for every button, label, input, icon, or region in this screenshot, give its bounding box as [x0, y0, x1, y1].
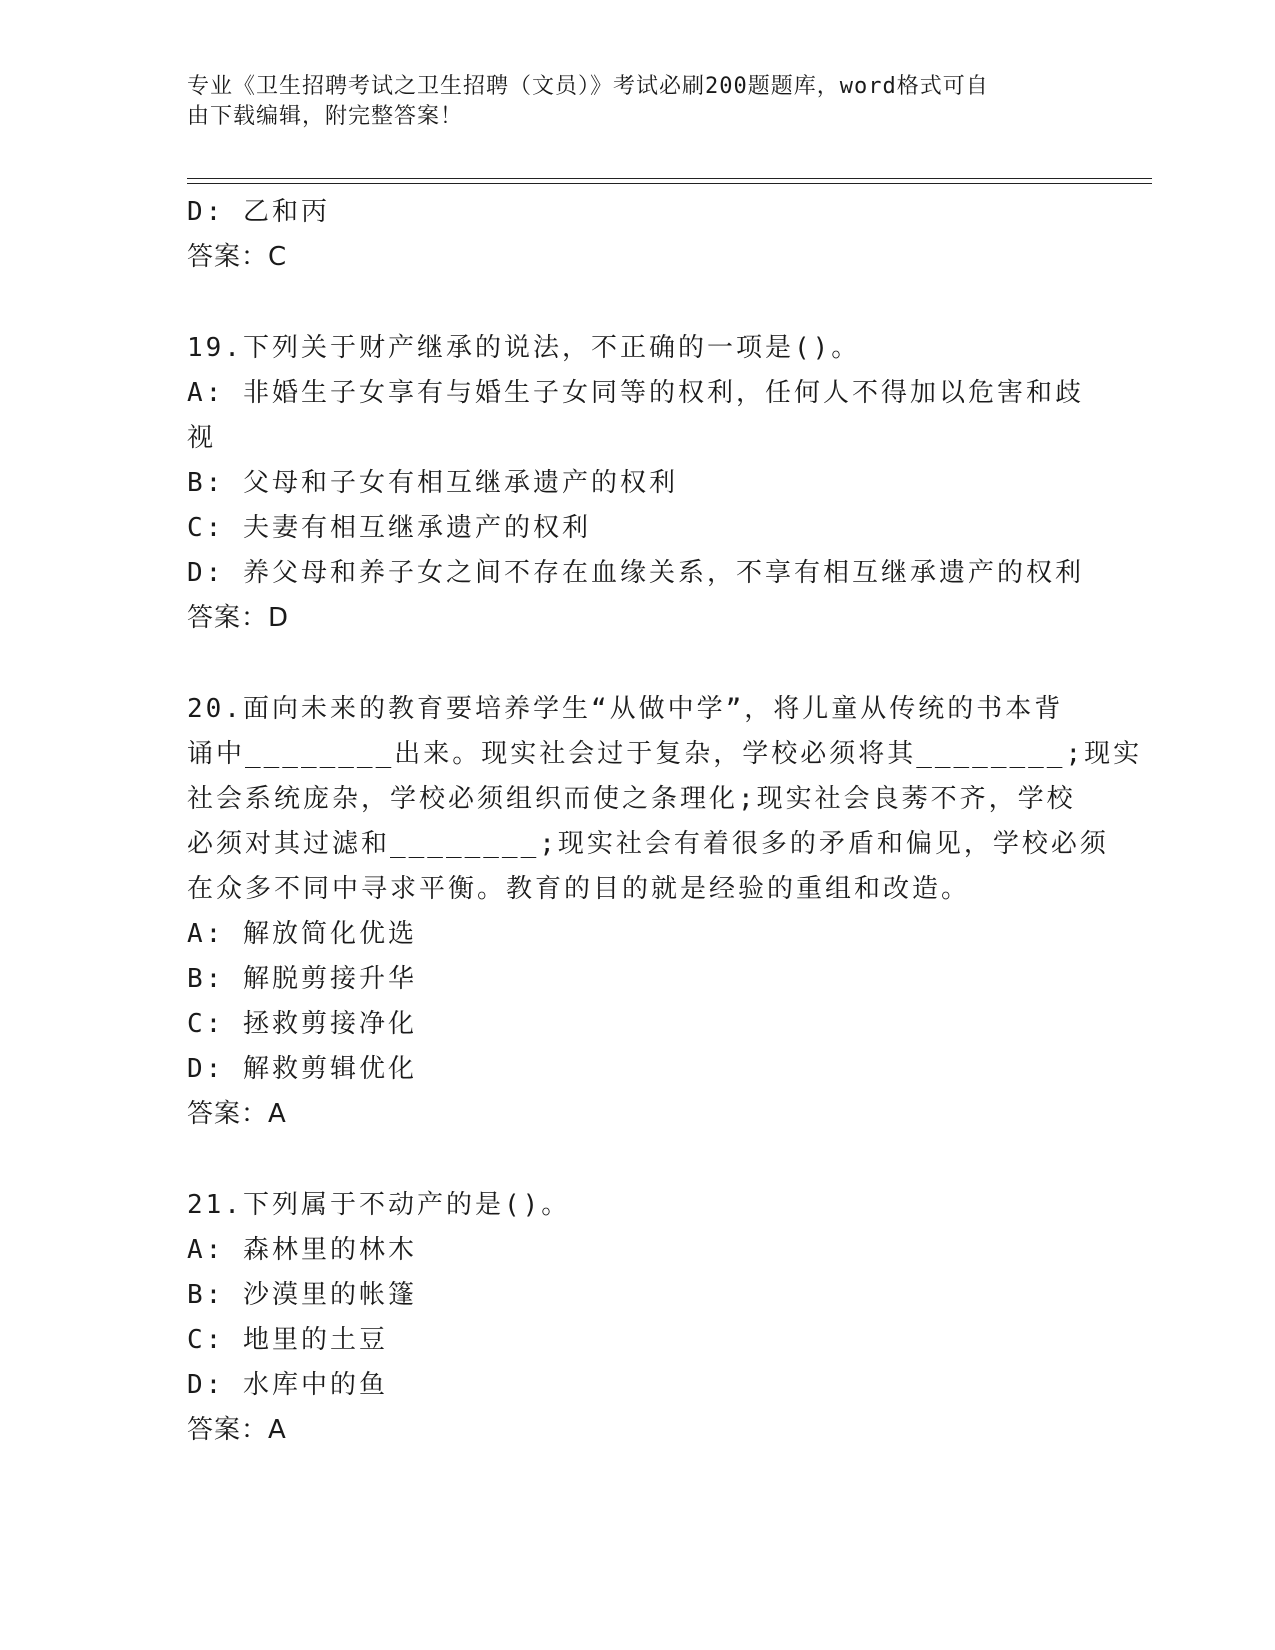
- question-20: [187, 687, 1143, 1137]
- header-line-2: 由下载编辑，附完整答案！: [187, 104, 464, 129]
- header-rule-bottom: [187, 183, 1152, 184]
- option-d: D: 养父母和养子女之间不存在血缘关系，不享有相互继承遗产的权利: [187, 558, 1084, 588]
- question-stem: 19.下列关于财产继承的说法，不正确的一项是()。: [187, 333, 861, 363]
- question-stem-line-5: 在众多不同中寻求平衡。教育的目的就是经验的重组和改造。: [187, 874, 971, 904]
- option-a: A: 非婚生子女享有与婚生子女同等的权利，任何人不得加以危害和歧: [187, 378, 1084, 408]
- question-stem-line-2: 诵中________出来。现实社会过于复杂，学校必须将其________;现实: [187, 739, 1143, 769]
- answer-line: 答案：A: [187, 1415, 287, 1445]
- question-stem-line-3: 社会系统庞杂，学校必须组织而使之条理化;现实社会良莠不齐，学校: [187, 784, 1076, 814]
- answer-line: 答案：D: [187, 603, 290, 633]
- option-b: B: 父母和子女有相互继承遗产的权利: [187, 468, 678, 498]
- question-stem-line-4: 必须对其过滤和________;现实社会有着很多的矛盾和偏见，学校必须: [187, 829, 1109, 859]
- previous-question-tail: [187, 190, 1087, 280]
- option-c: C: 地里的土豆: [187, 1325, 388, 1355]
- answer-line: 答案：C: [187, 242, 288, 272]
- question-21: [187, 1183, 1087, 1453]
- option-d: D: 乙和丙: [187, 197, 330, 227]
- header-rule-top: [187, 178, 1152, 179]
- option-a: A: 森林里的林木: [187, 1235, 417, 1265]
- option-b: B: 解脱剪接升华: [187, 964, 417, 994]
- option-a: A: 解放简化优选: [187, 919, 417, 949]
- question-stem: 21.下列属于不动产的是()。: [187, 1190, 571, 1220]
- option-b: B: 沙漠里的帐篷: [187, 1280, 417, 1310]
- question-stem-line-1: 20.面向未来的教育要培养学生“从做中学”，将儿童从传统的书本背: [187, 694, 1064, 724]
- option-a-continued: 视: [187, 423, 217, 453]
- header-line-1: 专业《卫生招聘考试之卫生招聘（文员）》考试必刷200题题库，word格式可自: [187, 74, 989, 99]
- question-19: [187, 326, 1087, 641]
- option-d: D: 水库中的鱼: [187, 1370, 388, 1400]
- option-c: C: 拯救剪接净化: [187, 1009, 417, 1039]
- option-d: D: 解救剪辑优化: [187, 1054, 417, 1084]
- answer-line: 答案：A: [187, 1099, 287, 1129]
- option-c: C: 夫妻有相互继承遗产的权利: [187, 513, 591, 543]
- question-content: [187, 190, 1143, 1453]
- page-header: [187, 72, 1067, 132]
